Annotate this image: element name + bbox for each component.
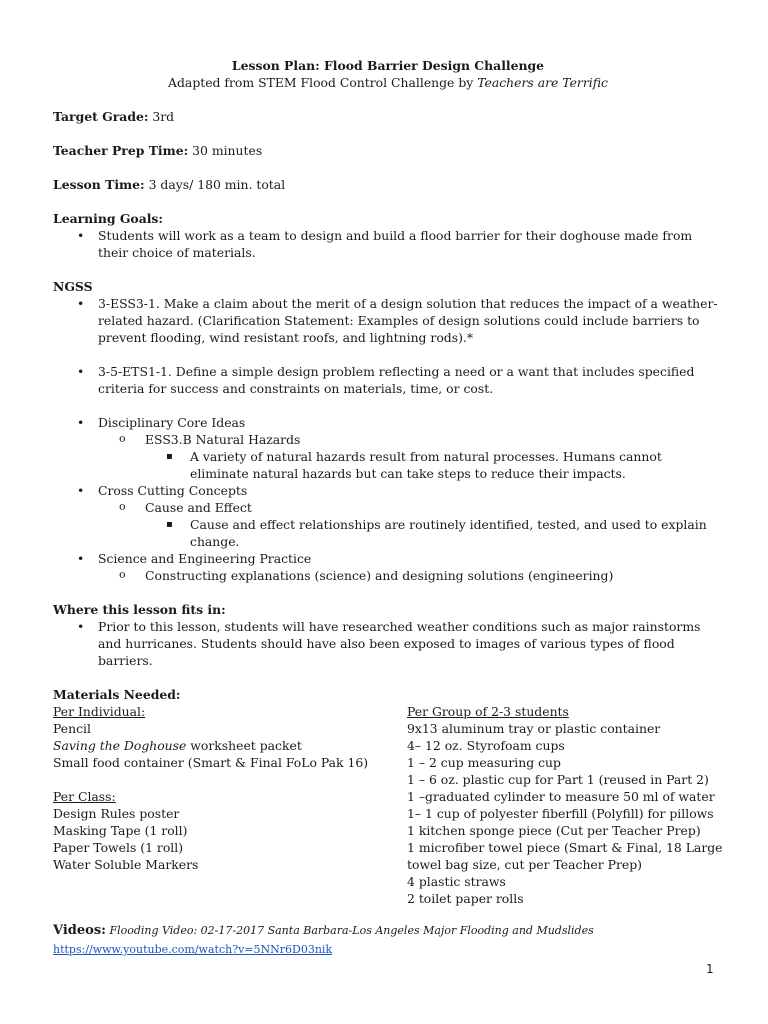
videos-line — [53, 921, 723, 959]
lesson-fits-heading: Where this lesson fits in: — [53, 602, 226, 617]
individual-item — [53, 737, 407, 754]
materials-right-column — [407, 703, 723, 907]
video-link[interactable]: https://www.youtube.com/watch?v=5NNr6D03nik — [53, 943, 333, 956]
prep-value: 30 minutes — [188, 143, 263, 158]
learning-goals-heading: Learning Goals: — [53, 211, 163, 226]
class-item: Design Rules poster — [53, 806, 180, 821]
group-item: 1 – 6 oz. plastic cup for Part 1 (reused in Part 2) — [407, 772, 709, 787]
page-number: 1 — [706, 962, 714, 976]
per-individual-label: Per Individual: — [53, 704, 146, 719]
worksheet-rest: worksheet packet — [186, 738, 302, 753]
dci-sub-item: o ESS3.B Natural Hazards — [53, 431, 723, 448]
group-item: 1– 1 cup of polyester fiberfill (Polyfill) for pillows — [407, 806, 714, 821]
individual-item: Pencil — [53, 721, 91, 736]
grade-label: Target Grade: — [53, 109, 149, 124]
sep-sub-item: o Constructing explanations (science) and designing solutions (engineering) — [53, 567, 723, 584]
per-class-label: Per Class: — [53, 789, 116, 804]
group-item: 4– 12 oz. Styrofoam cups — [407, 738, 565, 753]
sep-label: • Science and Engineering Practice — [53, 550, 723, 567]
group-item: 1 kitchen sponge piece (Cut per Teacher Prep) — [407, 823, 701, 838]
class-item: Paper Towels (1 roll) — [53, 840, 184, 855]
learning-goal-item: • Students will work as a team to design and build a flood barrier for their doghouse made from their choice of materials. — [53, 227, 723, 261]
class-item: Water Soluble Markers — [53, 857, 199, 872]
videos-description: Flooding Video: 02-17-2017 Santa Barbara-Los Angeles Major Flooding and Mudslides — [105, 924, 594, 937]
ngss-standard-ess3: • 3-ESS3-1. Make a claim about the merit of a design solution that reduces the impact of a weather-related hazard. (Clarification Statement: Examples of design solutions could include barriers to prevent flooding, wind resistant roofs, and lightning rods).* — [53, 295, 723, 346]
dci-detail: ▪ A variety of natural hazards result from natural processes. Humans cannot eliminate natural hazards but can take steps to reduce their impacts. — [53, 448, 723, 482]
group-item: 4 plastic straws — [407, 874, 506, 889]
ccc-detail: ▪ Cause and effect relationships are routinely identified, tested, and used to explain change. — [53, 516, 723, 550]
group-item: 9x13 aluminum tray or plastic container — [407, 721, 661, 736]
lesson-time-label: Lesson Time: — [53, 177, 145, 192]
document-title: Lesson Plan: Flood Barrier Design Challenge — [231, 58, 545, 73]
prep-label: Teacher Prep Time: — [53, 143, 189, 158]
document-body — [53, 57, 723, 959]
target-grade — [53, 108, 723, 125]
ngss-heading: NGSS — [53, 279, 93, 294]
ccc-sub-item: o Cause and Effect — [53, 499, 723, 516]
group-item: 1 – 2 cup measuring cup — [407, 755, 561, 770]
videos-label: Videos: — [53, 923, 106, 938]
materials-heading: Materials Needed: — [53, 687, 181, 702]
document-subtitle — [53, 74, 723, 91]
per-group-label: Per Group of 2-3 students — [407, 704, 569, 719]
group-item: 1 microfiber towel piece (Smart & Final, 18 Large towel bag size, cut per Teacher Prep) — [407, 840, 723, 872]
worksheet-title: Saving the Doghouse — [53, 738, 187, 753]
adapted-author: Teachers are Terrific — [477, 75, 608, 90]
materials-columns — [53, 703, 723, 907]
lesson-time-value: 3 days/ 180 min. total — [144, 177, 286, 192]
individual-item: Small food container (Smart & Final FoLo Pak 16) — [53, 755, 369, 770]
class-item: Masking Tape (1 roll) — [53, 823, 188, 838]
lesson-time — [53, 176, 723, 193]
ngss-standard-ets1: • 3-5-ETS1-1. Define a simple design problem reflecting a need or a want that includes specified criteria for success and constraints on materials, time, or cost. — [53, 363, 723, 397]
materials-left-column — [53, 703, 407, 907]
group-item: 2 toilet paper rolls — [407, 891, 524, 906]
adapted-prefix: Adapted from STEM Flood Control Challenge by — [168, 75, 478, 90]
lesson-fits-text: • Prior to this lesson, students will have researched weather conditions such as major rainstorms and hurricanes. Students should have also been exposed to images of various types of flood barriers. — [53, 618, 723, 669]
ccc-label: • Cross Cutting Concepts — [53, 482, 723, 499]
group-item: 1 –graduated cylinder to measure 50 ml of water — [407, 789, 715, 804]
teacher-prep-time — [53, 142, 723, 159]
dci-label: • Disciplinary Core Ideas — [53, 414, 723, 431]
grade-value: 3rd — [148, 109, 175, 124]
